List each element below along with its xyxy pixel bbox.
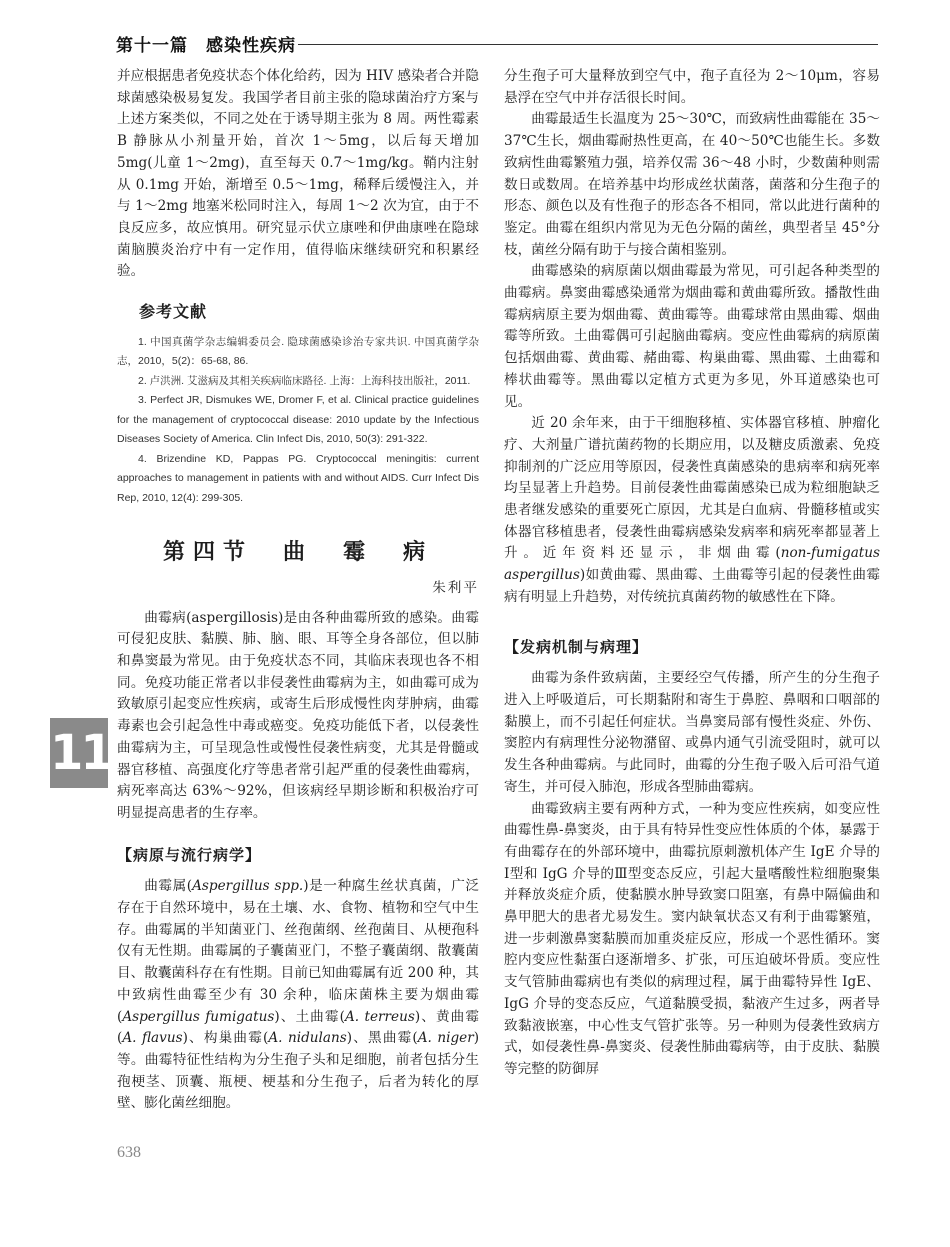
paragraph-pathogenesis-2: 曲霉致病主要有两种方式，一种为变应性疾病，如变应性曲霉性鼻-鼻窦炎，由于具有特异性变应性体质的个体，暴露于有曲霉存在的外部环境中，曲霉抗原刺激机体产生 IgE 介导的Ⅰ型和 IgG 介导的Ⅲ型变态反应，引起大量嗜酸性粒细胞聚集并释放炎症介质，使黏膜水肿导致窦口阻塞，有鼻中隔偏曲和鼻甲肥大的患者尤易发生。窦内缺氧状态又有利于曲霉繁殖，进一步刺激鼻窦黏膜而加重炎症反应，形成一个恶性循环。窦腔内变应性黏蛋白逐渐增多、扩张，可压迫破坏骨质。变应性支气管肺曲霉病也有类似的病理过程，属于曲霉特异性 IgE、IgG 介导的变态反应，气道黏膜受损，黏液产生过多，两者导致黏液嵌塞，中心性支气管扩张等。另一种则为侵袭性致病方式，如侵袭性鼻-鼻窦炎、侵袭性肺曲霉病等，由于皮肤、黏膜等完整的防御屏 [504, 800, 880, 1077]
running-header [108, 31, 878, 55]
running-title: 第十一篇 感染性疾病 [116, 36, 296, 56]
reference-item: 4. Brizendine KD, Pappas PG. Cryptococcal meningitis: current approaches to management in patients with and without AIDS. Curr Infect Dis Rep, 2010, 12(4): 299-305. [117, 452, 479, 504]
paragraph-spores: 分生孢子可大量释放到空气中，孢子直径为 2～10μm，容易悬浮在空气中并存活很长时间。 [504, 68, 880, 106]
heading-etiology: 【病原与流行病学】 [117, 845, 262, 864]
paragraph-epidemiology-trend: 近 20 余年来，由于干细胞移植、实体器官移植、肿瘤化疗、大剂量广谱抗菌药物的长期应用，以及糖皮质激素、免疫抑制剂的广泛应用等原因，侵袭性真菌感染的患病率和病死率均呈显著上升趋势。目前侵袭性曲霉菌感染已成为粒细胞缺乏患者继发感染的重要死亡原因，尤其是白血病、骨髓移植或实体器官移植患者，侵袭性曲霉病感染发病率和病死率都显著上升。近年资料还显示，非烟曲霉(non-fumigatus aspergillus)如黄曲霉、黑曲霉、土曲霉等引起的侵袭性曲霉病有明显上升趋势，对传统抗真菌药物的敏感性在下降。 [504, 415, 880, 605]
paragraph-growth: 曲霉最适生长温度为 25～30℃，而致病性曲霉能在 35～37℃生长，烟曲霉耐热性更高，在 40～50℃也能生长。多数致病性曲霉繁殖力强，培养仅需 36～48 小时，少数菌种则需数日或数周。在培养基中均形成丝状菌落，菌落和分生孢子的形态、颜色以及有性孢子的形态各不相同，常以此进行菌种的鉴定。曲霉在组织内常见为无色分隔的菌丝，典型者呈 45°分枝，菌丝分隔有助于与接合菌相鉴别。 [504, 111, 880, 258]
chapter-tab: 11 [50, 718, 108, 788]
paragraph-cryptococcal-therapy: 并应根据患者免疫状态个体化给药，因为 HIV 感染者合并隐球菌感染极易复发。我国学者目前主张的隐球菌治疗方案与上述方案类似，不同之处在于诱导期主张为 8 周。两性霉素 B 静脉从小剂量开始，首次 1～5mg，以后每天增加 5mg(儿童 1～2mg)，直至每天 0.7～1mg/kg。鞘内注射从 0.1mg 开始，渐增至 0.5～1mg，稀释后缓慢注入，并与 1～2mg 地塞米松同时注入，每周 1～2 次为宜，由于不良反应多，故应慎用。研究显示伏立康唑和伊曲康唑在隐球菌脑膜炎治疗中有一定作用，值得临床继续研究和积累经验。 [117, 68, 479, 280]
reference-item: 2. 卢洪洲. 艾滋病及其相关疾病临床路径. 上海：上海科技出版社，2011. [138, 374, 471, 387]
author-name: 朱利平 [432, 579, 479, 596]
paragraph-etiology: 曲霉属(Aspergillus spp.)是一种腐生丝状真菌，广泛存在于自然环境中，易在土壤、水、食物、植物和空气中生存。曲霉属的半知菌亚门、丝孢菌纲、丝孢菌目、从梗孢科仅有无性期。曲霉属的子囊菌亚门，不整子囊菌纲、散囊菌目、散囊菌科存在有性期。目前已知曲霉属有近 200 种，其中致病性曲霉至少有 30 余种，临床菌株主要为烟曲霉(Aspergillus fumigatus)、土曲霉(A. terreus)、黄曲霉(A. flavus)、构巢曲霉(A. nidulans)、黑曲霉(A. niger)等。曲霉特征性结构为分生孢子头和足细胞，前者包括分生孢梗茎、顶囊、瓶梗、梗基和分生孢子，后者为转化的厚壁、膨化菌丝细胞。 [117, 878, 480, 1112]
left-column [117, 66, 479, 1115]
paragraph-pathogens: 曲霉感染的病原菌以烟曲霉最为常见，可引起各种类型的曲霉病。鼻窦曲霉感染通常为烟曲霉和黄曲霉所致。播散性曲霉病病原主要为烟曲霉、黄曲霉等。曲霉球常由黑曲霉、烟曲霉等所致。土曲霉偶可引起脑曲霉病。变应性曲霉病的病原菌包括烟曲霉、黄曲霉、赭曲霉、构巢曲霉、黑曲霉、土曲霉和棒状曲霉等。黑曲霉以定植方式更为多见，外耳道感染也可见。 [504, 263, 880, 410]
header-rule [298, 44, 878, 45]
paragraph-pathogenesis-1: 曲霉为条件致病菌，主要经空气传播，所产生的分生孢子进入上呼吸道后，可长期黏附和寄生于鼻腔、鼻咽和口咽部的黏膜上，而不引起任何症状。当鼻窦局部有慢性炎症、外伤、窦腔内有病理性分泌物潴留、或鼻内通气引流受阻时，就可以发生各种曲霉病。与此同时，曲霉的分生孢子吸入后可沿气道寄生，并可侵入肺泡，形成各型肺曲霉病。 [504, 670, 880, 795]
references-heading: 参考文献 [139, 302, 208, 322]
right-column [504, 66, 880, 1081]
reference-item: 1. 中国真菌学杂志编辑委员会. 隐球菌感染诊治专家共识. 中国真菌学杂志，2010，5(2)：65-68, 86. [117, 335, 479, 368]
section-title: 第四节 曲 霉 病 [162, 539, 433, 566]
page-number: 638 [117, 1144, 141, 1161]
heading-pathogenesis: 【发病机制与病理】 [504, 637, 649, 656]
paragraph-aspergillosis-definition: 曲霉病(aspergillosis)是由各种曲霉所致的感染。曲霉可侵犯皮肤、黏膜、肺、脑、眼、耳等全身各部位，但以肺和鼻窦最为常见。由于免疫状态不同，其临床表现也各不相同。免疫功能正常者以非侵袭性曲霉病为主，如曲霉可成为致敏原引起变应性疾病，或寄生后形成慢性肉芽肿病，曲霉毒素也会引起急性中毒或癌变。免疫功能低下者，以侵袭性曲霉病为主，可呈现急性或慢性侵袭性病变，尤其是骨髓或器官移植、高强度化疗等患者常引起严重的侵袭性曲霉病，病死率高达 63%～92%，但该病经早期诊断和积极治疗可明显提高患者的生存率。 [117, 609, 479, 821]
reference-item: 3. Perfect JR, Dismukes WE, Dromer F, et al. Clinical practice guidelines for the management of cryptococcal disease: 2010 update by the Infectious Diseases Society of America. Clin Infect Dis, 2010, 50(3): 291-322. [117, 394, 479, 446]
